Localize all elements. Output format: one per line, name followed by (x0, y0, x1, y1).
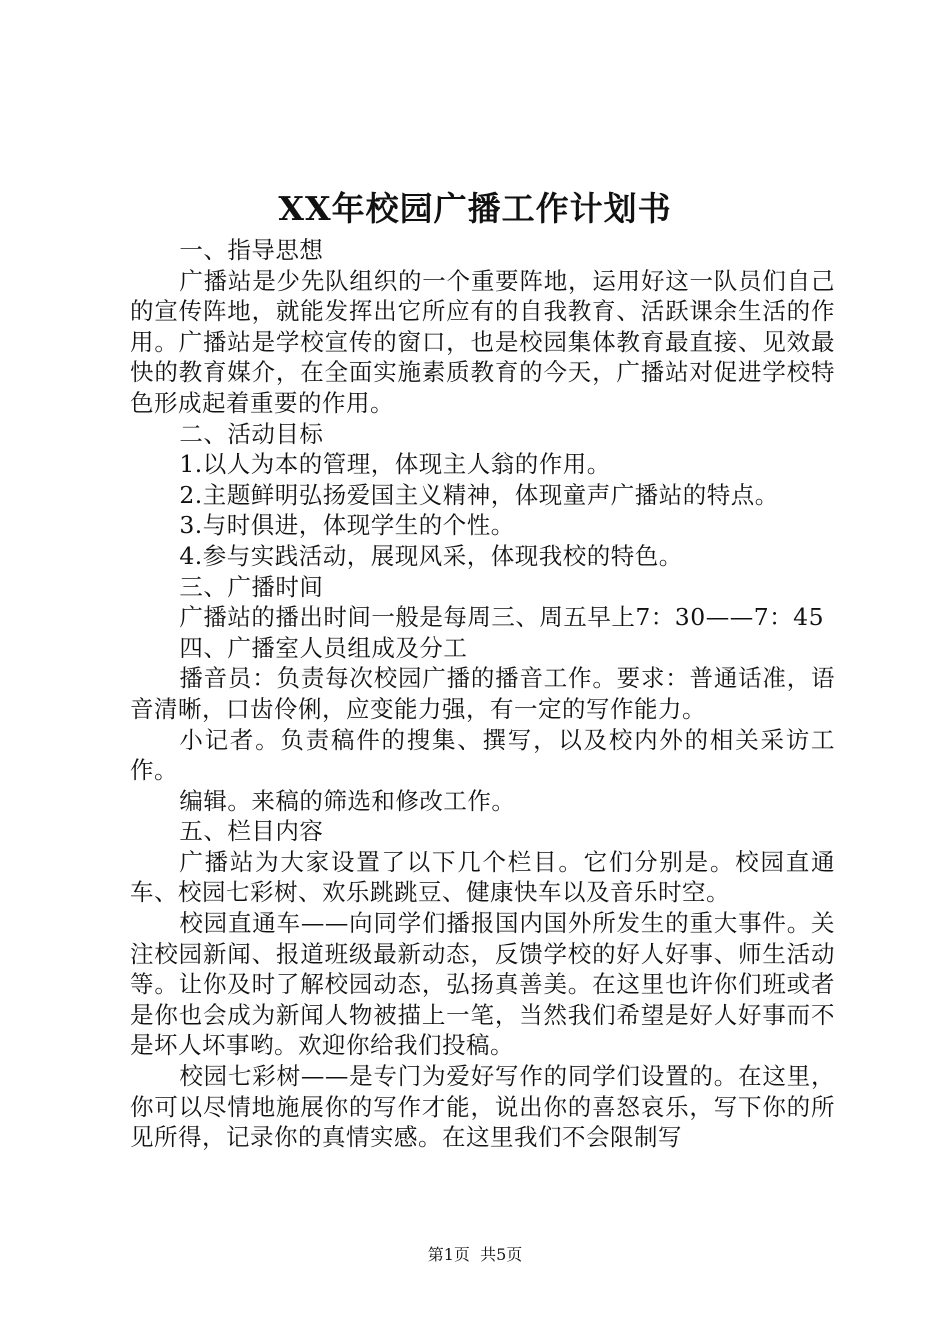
section-heading-activity-goals: 二、活动目标 (179, 419, 324, 448)
document-title: XX年校园广播工作计划书 (278, 189, 672, 228)
page-number: 第1页 (427, 1245, 470, 1264)
goal-item-3: 3.与时俱进，体现学生的个性。 (179, 511, 515, 540)
paragraph-program-list: 广播站为大家设置了以下几个栏目。它们分别是。校园直通车、校园七彩树、欢乐跳跳豆、健康快车以及音乐时空。 (130, 847, 835, 907)
goal-item-4: 4.参与实践活动，展现风采，体现我校的特色。 (179, 541, 683, 570)
section-heading-guiding-thought: 一、指导思想 (179, 236, 324, 264)
goal-item-2: 2.主题鲜明弘扬爱国主义精神，体现童声广播站的特点。 (179, 480, 779, 509)
section-heading-program-content: 五、栏目内容 (179, 817, 324, 846)
goal-item-1: 1.以人为本的管理，体现主人翁的作用。 (179, 450, 611, 479)
paragraph-colorful-tree: 校园七彩树——是专门为爱好写作的同学们设置的。在这里，你可以尽情地施展你的写作才能，说出你的喜怒哀乐，写下你的所见所得，记录你的真情实感。在这里我们不会限制写 (130, 1062, 835, 1152)
paragraph-station-role: 广播站是少先队组织的一个重要阵地，运用好这一队员们自己的宣传阵地，就能发挥出它所应有的自我教育、活跃课余生活的作用。广播站是学校宣传的窗口，也是校园集体教育最直接、见效最快的教育媒介，在全面实施素质教育的今天，广播站对促进学校特色形成起着重要的作用。 (130, 266, 835, 417)
page-footer (0, 1244, 950, 1266)
document-body (130, 235, 835, 1153)
paragraph-campus-express: 校园直通车——向同学们播报国内国外所发生的重大事件。关注校园新闻、报道班级最新动态，反馈学校的好人好事、师生活动等。让你及时了解校园动态，弘扬真善美。在这里也许你们班或者是你也会成为新闻人物被描上一笔，当然我们希望是好人好事而不是坏人坏事哟。欢迎你给我们投稿。 (130, 909, 835, 1060)
section-heading-staff: 四、广播室人员组成及分工 (179, 633, 468, 662)
paragraph-broadcast-time: 广播站的播出时间一般是每周三、周五早上7：30——7：45 (179, 603, 825, 632)
paragraph-announcer: 播音员：负责每次校园广播的播音工作。要求：普通话准，语音清晰，口齿伶俐，应变能力强，有一定的写作能力。 (130, 664, 835, 723)
page-total: 共5页 (480, 1245, 523, 1264)
paragraph-editor: 编辑。来稿的筛选和修改工作。 (179, 786, 516, 815)
section-heading-broadcast-time: 三、广播时间 (179, 572, 324, 601)
paragraph-reporter: 小记者。负责稿件的搜集、撰写，以及校内外的相关采访工作。 (130, 725, 835, 785)
